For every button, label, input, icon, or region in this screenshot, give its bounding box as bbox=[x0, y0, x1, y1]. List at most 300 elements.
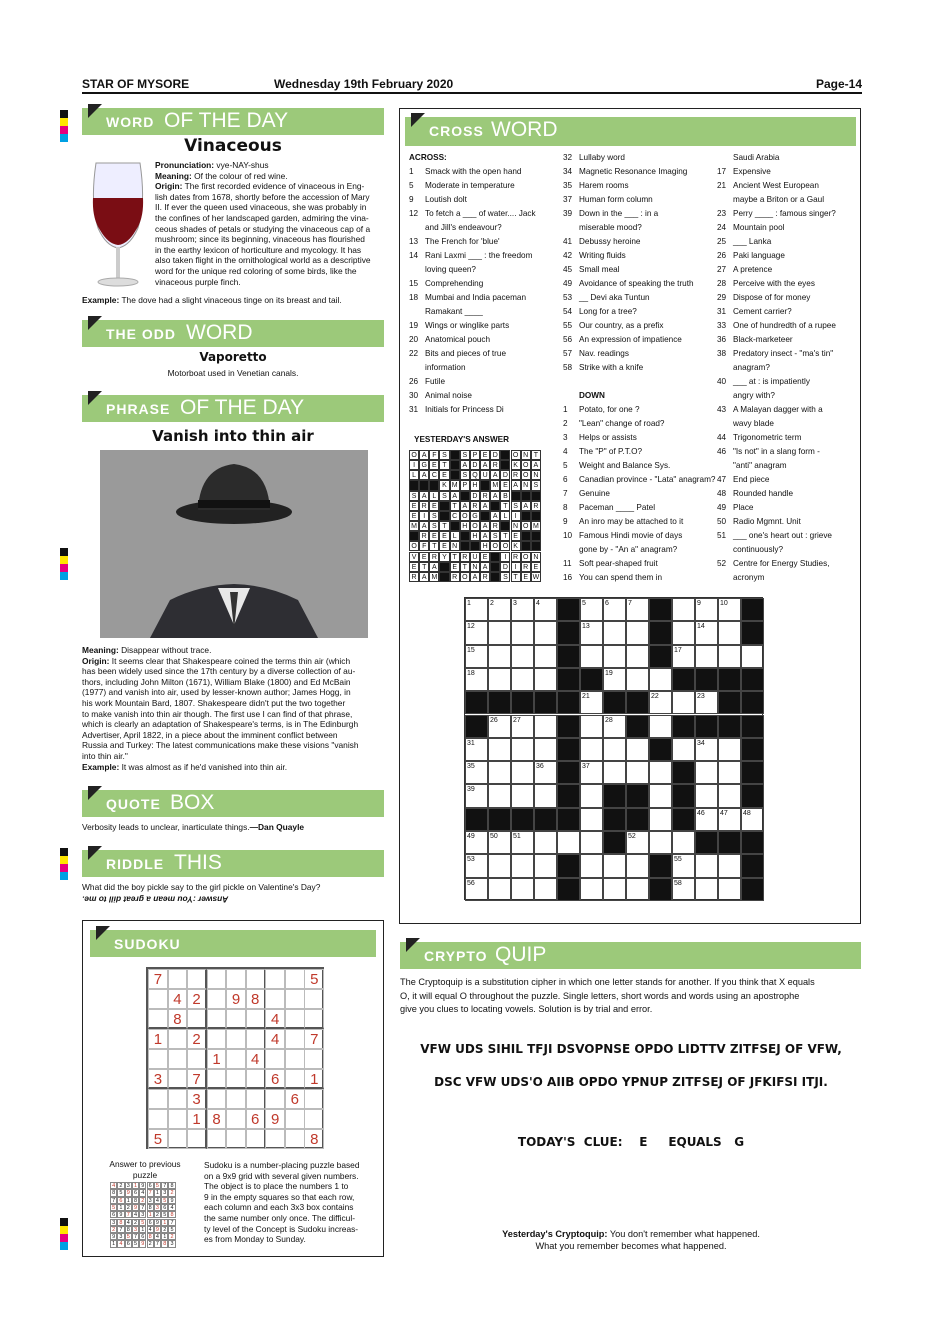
crossword-cell[interactable] bbox=[626, 621, 649, 644]
crossword-cell[interactable] bbox=[488, 761, 511, 784]
sudoku-cell[interactable]: 4 bbox=[265, 1029, 285, 1049]
answer-digit: 9 bbox=[110, 1233, 117, 1240]
crossword-cell[interactable] bbox=[603, 854, 626, 877]
answer-digit: 8 bbox=[147, 1204, 154, 1211]
sudoku-cell[interactable] bbox=[304, 1049, 324, 1069]
answer-cell: S bbox=[490, 531, 500, 541]
clue-item: angry with? bbox=[733, 391, 775, 400]
black-square bbox=[557, 808, 580, 831]
answer-cell: R bbox=[531, 501, 541, 511]
sudoku-cell[interactable] bbox=[285, 1109, 305, 1129]
answer-digit: 5 bbox=[161, 1197, 168, 1204]
clue-item: 20 Anatomical pouch bbox=[409, 335, 491, 344]
crossword-cell[interactable] bbox=[511, 668, 534, 691]
clue-item: anagram? bbox=[733, 363, 770, 372]
sudoku-cell[interactable] bbox=[226, 1029, 246, 1049]
sudoku-cell[interactable] bbox=[187, 1049, 207, 1069]
answer-cell: T bbox=[439, 460, 449, 470]
clue-item: 34 Magnetic Resonance Imaging bbox=[563, 167, 688, 176]
crossword-cell[interactable] bbox=[511, 738, 534, 761]
sudoku-cell[interactable] bbox=[226, 969, 246, 989]
clue-item: 18 Mumbai and India paceman bbox=[409, 293, 527, 302]
crossword-cell[interactable]: 56 bbox=[465, 878, 488, 901]
sudoku-cell[interactable]: 1 bbox=[187, 1109, 207, 1129]
crossword-cell[interactable]: 5 bbox=[580, 598, 603, 621]
crossword-cell[interactable] bbox=[580, 808, 603, 831]
answer-cell: N bbox=[521, 480, 531, 490]
crossword-cell[interactable] bbox=[603, 878, 626, 901]
answer-cell: S bbox=[409, 491, 419, 501]
sudoku-cell[interactable]: 5 bbox=[304, 969, 324, 989]
answer-cell: O bbox=[460, 572, 470, 582]
answer-cell: O bbox=[409, 450, 419, 460]
crossword-cell[interactable] bbox=[488, 668, 511, 691]
crossword-cell[interactable]: 34 bbox=[695, 738, 718, 761]
sudoku-cell[interactable]: 1 bbox=[207, 1049, 227, 1069]
crossword-cell[interactable] bbox=[695, 784, 718, 807]
crossword-cell[interactable]: 12 bbox=[465, 621, 488, 644]
crossword-cell[interactable]: 7 bbox=[626, 598, 649, 621]
crossword-cell[interactable] bbox=[488, 854, 511, 877]
sudoku-cell[interactable]: 7 bbox=[304, 1029, 324, 1049]
crossword-cell[interactable]: 28 bbox=[603, 715, 626, 738]
answer-digit: 6 bbox=[125, 1240, 132, 1247]
black-square bbox=[741, 761, 764, 784]
black-square bbox=[626, 784, 649, 807]
crossword-cell[interactable]: 15 bbox=[465, 645, 488, 668]
sudoku-cell[interactable]: 9 bbox=[226, 989, 246, 1009]
clue-item: 52 Centre for Energy Studies, bbox=[717, 559, 830, 568]
answer-cell bbox=[531, 491, 541, 501]
black-square bbox=[557, 878, 580, 901]
answer-cell: O bbox=[460, 511, 470, 521]
crossword-cell[interactable] bbox=[488, 784, 511, 807]
answer-cell: T bbox=[419, 562, 429, 572]
answer-cell bbox=[470, 541, 480, 551]
crossword-cell[interactable]: 52 bbox=[626, 831, 649, 854]
sudoku-cell[interactable] bbox=[226, 1009, 246, 1029]
sudoku-cell[interactable]: 7 bbox=[148, 969, 168, 989]
crossword-cell[interactable] bbox=[626, 878, 649, 901]
answer-cell: I bbox=[419, 511, 429, 521]
answer-cell bbox=[490, 501, 500, 511]
crossword-cell[interactable] bbox=[488, 878, 511, 901]
sudoku-cell[interactable]: 4 bbox=[246, 1049, 266, 1069]
answer-cell: D bbox=[500, 470, 510, 480]
sudoku-cell[interactable] bbox=[285, 1069, 305, 1089]
crossword-cell[interactable] bbox=[672, 738, 695, 761]
crossword-cell[interactable] bbox=[580, 831, 603, 854]
color-registration-marks bbox=[60, 110, 68, 142]
crossword-cell[interactable]: 47 bbox=[718, 808, 741, 831]
answer-cell: O bbox=[521, 460, 531, 470]
sudoku-cell[interactable] bbox=[226, 1089, 246, 1109]
answer-cell: E bbox=[409, 501, 419, 511]
crossword-cell[interactable] bbox=[488, 645, 511, 668]
clue-item: wavy blade bbox=[733, 419, 774, 428]
sudoku-cell[interactable]: 8 bbox=[246, 989, 266, 1009]
crossword-cell[interactable] bbox=[511, 761, 534, 784]
crossword-cell[interactable] bbox=[718, 738, 741, 761]
black-square bbox=[488, 691, 511, 714]
crossword-cell[interactable]: 49 bbox=[465, 831, 488, 854]
sudoku-cell[interactable] bbox=[187, 1009, 207, 1029]
black-square bbox=[534, 691, 557, 714]
sudoku-cell[interactable] bbox=[207, 969, 227, 989]
sudoku-cell[interactable] bbox=[304, 989, 324, 1009]
crossword-cell[interactable] bbox=[511, 621, 534, 644]
crossword-cell[interactable]: 21 bbox=[580, 691, 603, 714]
answer-cell: V bbox=[409, 552, 419, 562]
crossword-cell[interactable]: 53 bbox=[465, 854, 488, 877]
black-square bbox=[672, 761, 695, 784]
answer-cell: I bbox=[409, 460, 419, 470]
crossword-cell[interactable] bbox=[534, 784, 557, 807]
sudoku-grid[interactable] bbox=[146, 967, 324, 1149]
crossword-cell[interactable] bbox=[603, 761, 626, 784]
crossword-cell[interactable] bbox=[534, 878, 557, 901]
clue-item: 37 Human form column bbox=[563, 195, 653, 204]
answer-cell: E bbox=[531, 562, 541, 572]
sudoku-cell[interactable]: 2 bbox=[187, 1029, 207, 1049]
answer-cell: R bbox=[419, 531, 429, 541]
answer-cell: H bbox=[480, 541, 490, 551]
answer-cell: N bbox=[470, 562, 480, 572]
sudoku-cell[interactable] bbox=[207, 989, 227, 1009]
sudoku-cell[interactable] bbox=[304, 1109, 324, 1129]
crossword-cell[interactable] bbox=[672, 831, 695, 854]
crossword-cell[interactable] bbox=[695, 878, 718, 901]
crossword-cell[interactable] bbox=[649, 715, 672, 738]
crossword-cell[interactable] bbox=[718, 645, 741, 668]
crossword-cell[interactable]: 4 bbox=[534, 598, 557, 621]
sudoku-cell[interactable] bbox=[285, 1009, 305, 1029]
answer-cell: N bbox=[531, 552, 541, 562]
clue-item: 39 Down in the ___ : in a bbox=[563, 209, 659, 218]
answer-cell: A bbox=[419, 491, 429, 501]
crossword-cell[interactable] bbox=[626, 668, 649, 691]
sudoku-cell[interactable] bbox=[207, 1009, 227, 1029]
crossword-cell[interactable] bbox=[534, 738, 557, 761]
sudoku-cell[interactable] bbox=[168, 1089, 188, 1109]
crossword-cell[interactable] bbox=[603, 645, 626, 668]
crossword-cell[interactable] bbox=[580, 854, 603, 877]
sudoku-cell[interactable]: 3 bbox=[148, 1069, 168, 1089]
answer-cell: A bbox=[419, 450, 429, 460]
crossword-cell[interactable]: 48 bbox=[741, 808, 764, 831]
crossword-cell[interactable] bbox=[649, 784, 672, 807]
sudoku-cell[interactable] bbox=[207, 1069, 227, 1089]
answer-cell: K bbox=[439, 480, 449, 490]
crossword-cell[interactable] bbox=[580, 784, 603, 807]
black-square bbox=[649, 621, 672, 644]
answer-cell: E bbox=[500, 480, 510, 490]
answer-cell: E bbox=[439, 470, 449, 480]
clue-item: 49 Avoidance of speaking the truth bbox=[563, 279, 694, 288]
clue-item: 27 A pretence bbox=[717, 265, 773, 274]
crossword-cell[interactable] bbox=[626, 854, 649, 877]
crossword-cell[interactable]: 55 bbox=[672, 854, 695, 877]
sudoku-cell[interactable] bbox=[304, 1009, 324, 1029]
crossword-cell[interactable]: 51 bbox=[511, 831, 534, 854]
black-square bbox=[649, 854, 672, 877]
sudoku-cell[interactable] bbox=[187, 969, 207, 989]
crossword-cell[interactable]: 13 bbox=[580, 621, 603, 644]
sudoku-cell[interactable] bbox=[304, 1089, 324, 1109]
clue-item: 10 Famous Hindi movie of days bbox=[563, 531, 683, 540]
answer-digit: 1 bbox=[125, 1197, 132, 1204]
answer-digit: 4 bbox=[132, 1211, 139, 1218]
sudoku-cell[interactable] bbox=[285, 1129, 305, 1149]
sudoku-cell[interactable] bbox=[246, 1029, 266, 1049]
answer-cell bbox=[531, 531, 541, 541]
crossword-cell[interactable] bbox=[649, 761, 672, 784]
crossword-cell[interactable] bbox=[511, 784, 534, 807]
clue-item: 13 The French for 'blue' bbox=[409, 237, 500, 246]
black-square bbox=[603, 808, 626, 831]
sudoku-cell[interactable] bbox=[246, 969, 266, 989]
sudoku-cell[interactable]: 4 bbox=[168, 989, 188, 1009]
color-registration-marks bbox=[60, 548, 68, 580]
answer-cell: E bbox=[511, 531, 521, 541]
answer-digit: 3 bbox=[110, 1219, 117, 1226]
clue-item: miserable mood? bbox=[579, 223, 642, 232]
crossword-cell[interactable]: 27 bbox=[511, 715, 534, 738]
answer-digit: 4 bbox=[168, 1204, 175, 1211]
sudoku-cell[interactable] bbox=[246, 1089, 266, 1109]
crossword-cell[interactable] bbox=[718, 621, 741, 644]
crossword-cell[interactable] bbox=[718, 854, 741, 877]
crossword-cell[interactable]: 19 bbox=[603, 668, 626, 691]
answer-digit: 2 bbox=[139, 1197, 146, 1204]
answer-cell: A bbox=[480, 460, 490, 470]
crossword-cell[interactable]: 17 bbox=[672, 645, 695, 668]
sudoku-cell[interactable]: 1 bbox=[304, 1069, 324, 1089]
clue-item: 36 Black-marketeer bbox=[717, 335, 793, 344]
sudoku-cell[interactable] bbox=[246, 1129, 266, 1149]
sudoku-cell[interactable] bbox=[226, 1069, 246, 1089]
sudoku-cell[interactable]: 8 bbox=[304, 1129, 324, 1149]
crossword-cell[interactable] bbox=[511, 878, 534, 901]
answer-cell: A bbox=[490, 511, 500, 521]
answer-cell: E bbox=[480, 450, 490, 460]
clue-item: 29 Dispose of for money bbox=[717, 293, 811, 302]
sudoku-cell[interactable] bbox=[265, 969, 285, 989]
answer-cell bbox=[439, 572, 449, 582]
crossword-cell[interactable] bbox=[580, 645, 603, 668]
riddle-banner: RIDDLE THIS bbox=[82, 850, 384, 877]
answer-cell: E bbox=[450, 562, 460, 572]
crossword-cell[interactable] bbox=[672, 691, 695, 714]
sudoku-cell[interactable]: 6 bbox=[265, 1069, 285, 1089]
sudoku-cell[interactable]: 3 bbox=[187, 1089, 207, 1109]
black-square bbox=[649, 645, 672, 668]
answer-digit: 7 bbox=[132, 1233, 139, 1240]
answer-cell: E bbox=[409, 511, 419, 521]
crossword-cell[interactable] bbox=[695, 854, 718, 877]
crossword-cell[interactable]: 18 bbox=[465, 668, 488, 691]
crossword-cell[interactable] bbox=[649, 808, 672, 831]
crossword-cell[interactable]: 1 bbox=[465, 598, 488, 621]
crossword-cell[interactable] bbox=[580, 738, 603, 761]
crossword-cell[interactable] bbox=[511, 645, 534, 668]
crossword-grid[interactable] bbox=[464, 597, 763, 900]
crossword-cell[interactable] bbox=[672, 621, 695, 644]
sudoku-cell[interactable] bbox=[285, 989, 305, 1009]
crossword-cell[interactable] bbox=[718, 761, 741, 784]
sudoku-cell[interactable] bbox=[148, 1049, 168, 1069]
crossword-cell[interactable] bbox=[580, 715, 603, 738]
crossword-cell[interactable]: 14 bbox=[695, 621, 718, 644]
sudoku-cell[interactable]: 6 bbox=[246, 1109, 266, 1129]
sudoku-cell[interactable]: 9 bbox=[265, 1109, 285, 1129]
sudoku-cell[interactable] bbox=[226, 1109, 246, 1129]
sudoku-cell[interactable] bbox=[148, 989, 168, 1009]
crossword-cell[interactable] bbox=[488, 621, 511, 644]
crossword-cell[interactable]: 3 bbox=[511, 598, 534, 621]
clue-item: 4 The "P" of P.T.O? bbox=[563, 447, 643, 456]
sudoku-cell[interactable] bbox=[265, 1089, 285, 1109]
crossword-cell[interactable] bbox=[534, 831, 557, 854]
crossword-cell[interactable]: 50 bbox=[488, 831, 511, 854]
crossword-cell[interactable] bbox=[488, 738, 511, 761]
crossword-cell[interactable] bbox=[534, 621, 557, 644]
sudoku-cell[interactable] bbox=[246, 1069, 266, 1089]
crossword-cell[interactable]: 9 bbox=[695, 598, 718, 621]
sudoku-cell[interactable] bbox=[207, 1089, 227, 1109]
crossword-cell[interactable] bbox=[672, 598, 695, 621]
crossword-cell[interactable] bbox=[718, 878, 741, 901]
clue-item: gone by - "An a" anagram? bbox=[579, 545, 678, 554]
sudoku-cell[interactable]: 4 bbox=[265, 1009, 285, 1029]
crossword-cell[interactable] bbox=[511, 854, 534, 877]
answer-digit: 8 bbox=[125, 1226, 132, 1233]
sudoku-cell[interactable]: 2 bbox=[187, 989, 207, 1009]
sudoku-cell[interactable] bbox=[148, 1109, 168, 1129]
clue-item: "anti" anagram bbox=[733, 461, 787, 470]
answer-cell: T bbox=[439, 521, 449, 531]
sudoku-cell[interactable] bbox=[265, 1129, 285, 1149]
sudoku-cell[interactable] bbox=[148, 1089, 168, 1109]
crossword-cell[interactable]: 6 bbox=[603, 598, 626, 621]
sudoku-cell[interactable] bbox=[265, 1049, 285, 1069]
sudoku-cell[interactable] bbox=[285, 1029, 305, 1049]
answer-cell: F bbox=[419, 541, 429, 551]
black-square bbox=[718, 691, 741, 714]
answer-digit: 6 bbox=[132, 1189, 139, 1196]
crossword-cell[interactable]: 37 bbox=[580, 761, 603, 784]
sudoku-cell[interactable] bbox=[168, 969, 188, 989]
answer-cell: E bbox=[409, 562, 419, 572]
odd-word-banner: THE ODD WORD bbox=[82, 320, 384, 347]
sudoku-cell[interactable] bbox=[285, 969, 305, 989]
answer-cell: R bbox=[419, 501, 429, 511]
answer-cell: L bbox=[450, 531, 460, 541]
black-square bbox=[695, 831, 718, 854]
sudoku-cell[interactable] bbox=[168, 1029, 188, 1049]
crossword-cell[interactable]: 35 bbox=[465, 761, 488, 784]
sudoku-cell[interactable] bbox=[187, 1129, 207, 1149]
answer-cell: T bbox=[450, 552, 460, 562]
answer-cell: E bbox=[521, 572, 531, 582]
sudoku-cell[interactable] bbox=[207, 1129, 227, 1149]
crossword-cell[interactable]: 46 bbox=[695, 808, 718, 831]
sudoku-cell[interactable] bbox=[168, 1049, 188, 1069]
answer-digit: 5 bbox=[132, 1240, 139, 1247]
crossword-cell[interactable] bbox=[741, 645, 764, 668]
sudoku-cell[interactable]: 8 bbox=[168, 1009, 188, 1029]
clue-item: 5 Moderate in temperature bbox=[409, 181, 515, 190]
sudoku-cell[interactable]: 7 bbox=[187, 1069, 207, 1089]
sudoku-cell[interactable] bbox=[148, 1009, 168, 1029]
answer-cell: H bbox=[470, 480, 480, 490]
crossword-cell[interactable]: 2 bbox=[488, 598, 511, 621]
sudoku-cell[interactable]: 1 bbox=[148, 1029, 168, 1049]
sudoku-cell[interactable] bbox=[246, 1009, 266, 1029]
crossword-cell[interactable] bbox=[534, 645, 557, 668]
crossword-cell[interactable] bbox=[534, 854, 557, 877]
crossword-cell[interactable] bbox=[603, 621, 626, 644]
answer-digit: 2 bbox=[168, 1189, 175, 1196]
crossword-cell[interactable]: 36 bbox=[534, 761, 557, 784]
crossword-cell[interactable]: 31 bbox=[465, 738, 488, 761]
answer-digit: 9 bbox=[139, 1182, 146, 1189]
crossword-cell[interactable] bbox=[580, 878, 603, 901]
sudoku-cell[interactable] bbox=[207, 1029, 227, 1049]
sudoku-cell[interactable] bbox=[168, 1109, 188, 1129]
sudoku-cell[interactable]: 6 bbox=[285, 1089, 305, 1109]
crossword-cell[interactable]: 26 bbox=[488, 715, 511, 738]
sudoku-cell[interactable] bbox=[285, 1049, 305, 1069]
sudoku-cell[interactable] bbox=[168, 1069, 188, 1089]
sudoku-cell[interactable] bbox=[226, 1049, 246, 1069]
answer-cell bbox=[521, 541, 531, 551]
phrase-origin: Origin: It seems clear that Shakespeare coined the terms thin air (which has been widely used since the 17th century by a diverse collection of au- thors, including John Milton (1671), William Blake (1800) and Ed McBain (1977) and vanish into air, used by lesser-known author; James Hogg, in his work Mountain Bard, 1807. Shakespeare didn't put the two together to make vanish into thin air though. The first use I can find of that phrase, which is clearly an adaptation of Shakespeare's terms, is in The Edinburgh Advertiser, April 1822, in a piece about the imminent conflict between Russia and Turkey: The latest communications make these visions "vanish into thin air." bbox=[82, 655, 359, 761]
crossword-cell[interactable]: 23 bbox=[695, 691, 718, 714]
answer-cell: O bbox=[500, 541, 510, 551]
crossword-cell[interactable] bbox=[534, 668, 557, 691]
crossword-cell[interactable]: 39 bbox=[465, 784, 488, 807]
crossword-cell[interactable] bbox=[718, 784, 741, 807]
answer-digit: 8 bbox=[110, 1189, 117, 1196]
crossword-cell[interactable] bbox=[626, 761, 649, 784]
sudoku-cell[interactable] bbox=[168, 1129, 188, 1149]
sudoku-cell[interactable] bbox=[226, 1129, 246, 1149]
riddle-answer: Answer :You mean a great dill to me. bbox=[82, 894, 229, 905]
crossword-cell[interactable]: 58 bbox=[672, 878, 695, 901]
crossword-cell[interactable] bbox=[603, 738, 626, 761]
answer-digit: 3 bbox=[168, 1240, 175, 1247]
crossword-cell[interactable] bbox=[695, 761, 718, 784]
crossword-cell[interactable] bbox=[649, 668, 672, 691]
crossword-cell[interactable] bbox=[534, 715, 557, 738]
crossword-cell[interactable] bbox=[626, 645, 649, 668]
black-square bbox=[603, 784, 626, 807]
phrase-meaning: Meaning: Disappear without trace. bbox=[82, 645, 212, 655]
black-square bbox=[580, 668, 603, 691]
crossword-cell[interactable]: 22 bbox=[649, 691, 672, 714]
answer-cell bbox=[439, 511, 449, 521]
crossword-cell[interactable] bbox=[626, 738, 649, 761]
crossword-cell[interactable] bbox=[557, 831, 580, 854]
answer-digit: 2 bbox=[147, 1240, 154, 1247]
sudoku-cell[interactable]: 5 bbox=[148, 1129, 168, 1149]
crossword-cell[interactable] bbox=[695, 645, 718, 668]
sudoku-cell[interactable]: 8 bbox=[207, 1109, 227, 1129]
crossword-cell[interactable]: 10 bbox=[718, 598, 741, 621]
crossword-cell[interactable] bbox=[649, 831, 672, 854]
sudoku-cell[interactable] bbox=[265, 989, 285, 1009]
